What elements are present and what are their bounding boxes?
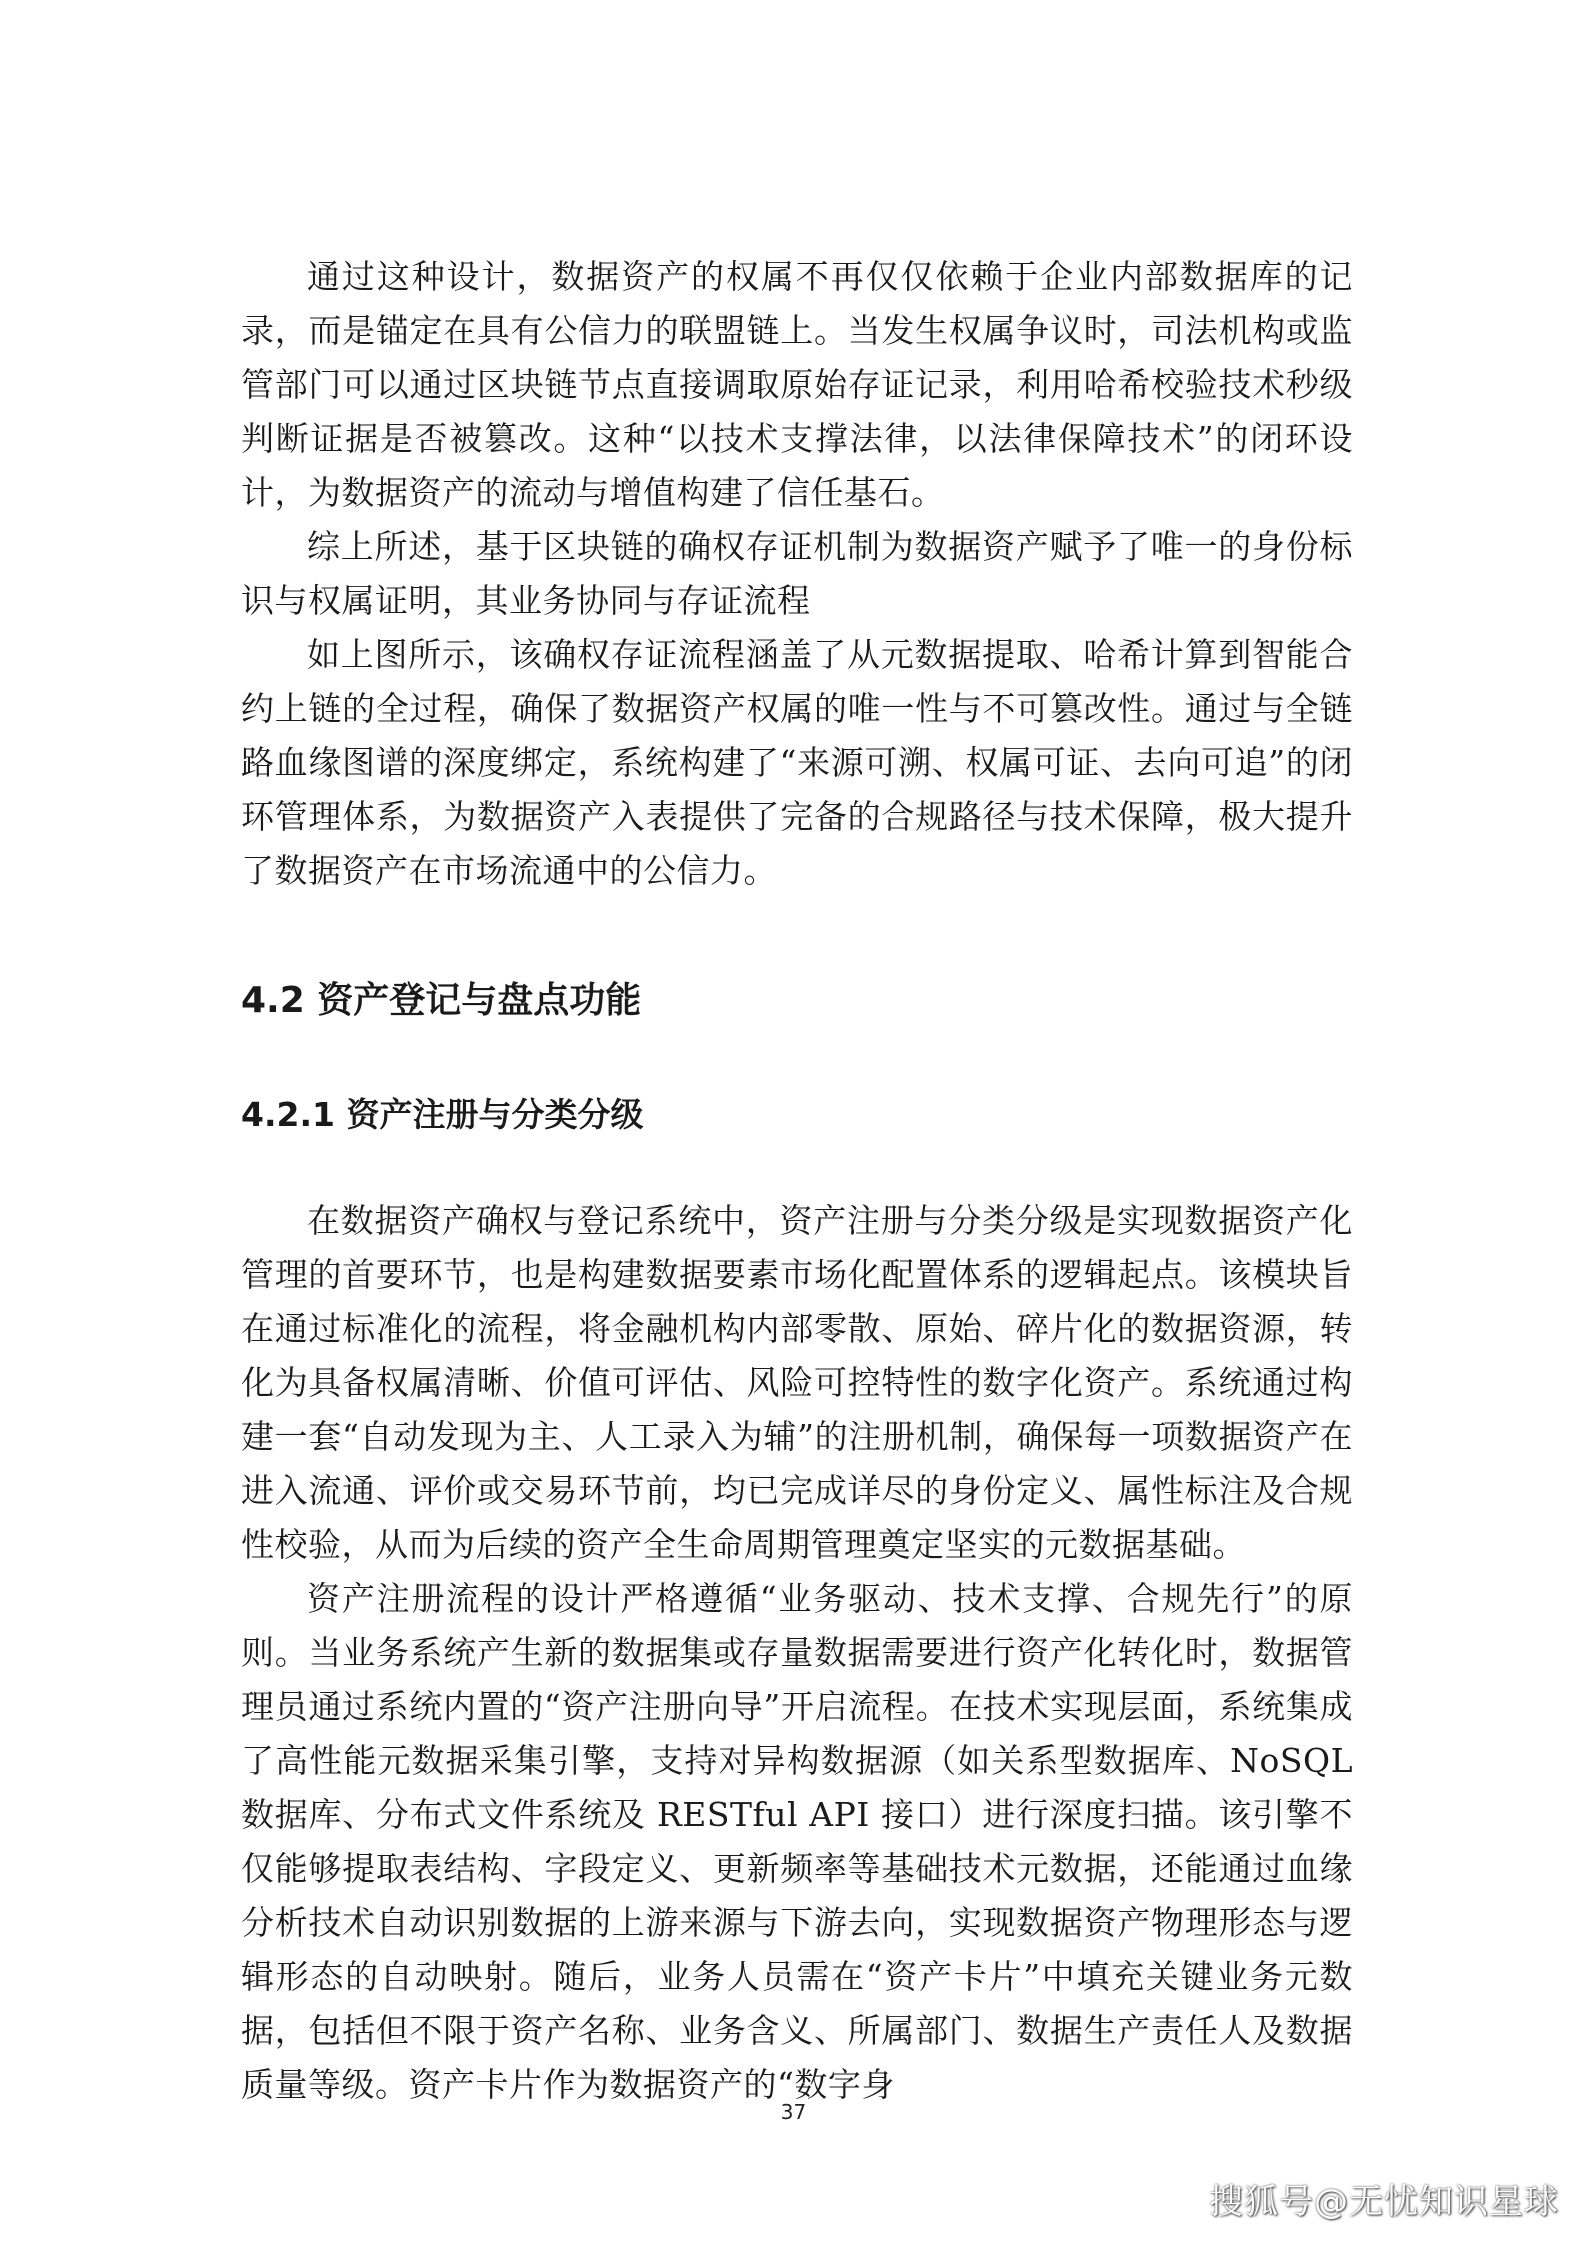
section-heading: 4.2 资产登记与盘点功能 [241, 980, 642, 1021]
paragraph: 在数据资产确权与登记系统中，资产注册与分类分级是实现数据资产化管理的首要环节，也是构建数据要素市场化配置体系的逻辑起点。该模块旨在通过标准化的流程，将金融机构内部零散、原始、碎片化的数据资源，转化为具备权属清晰、价值可评估、风险可控特性的数字化资产。系统通过构建一套“自动发现为主、人工录入为辅”的注册机制，确保每一项数据资产在进入流通、评价或交易环节前，均已完成详尽的身份定义、属性标注及合规性校验，从而为后续的资产全生命周期管理奠定坚实的元数据基础。 [241, 1201, 1353, 1564]
document-body [241, 250, 1353, 2112]
paragraph: 如上图所示，该确权存证流程涵盖了从元数据提取、哈希计算到智能合约上链的全过程，确保了数据资产权属的唯一性与不可篡改性。通过与全链路血缘图谱的深度绑定，系统构建了“来源可溯、权属可证、去向可追”的闭环管理体系，为数据资产入表提供了完备的合规路径与技术保障，极大提升了数据资产在市场流通中的公信力。 [241, 635, 1353, 890]
subsection-heading: 4.2.1 资产注册与分类分级 [241, 1095, 644, 1134]
paragraph: 资产注册流程的设计严格遵循“业务驱动、技术支撑、合规先行”的原则。当业务系统产生新的数据集或存量数据需要进行资产化转化时，数据管理员通过系统内置的“资产注册向导”开启流程。在技术实现层面，系统集成了高性能元数据采集引擎，支持对异构数据源（如关系型数据库、NoSQL 数据库、分布式文件系统及 RESTful API 接口）进行深度扫描。该引擎不仅能够提取表结构、字段定义、更新频率等基础技术元数据，还能通过血缘分析技术自动识别数据的上游来源与下游去向，实现数据资产物理形态与逻辑形态的自动映射。随后，业务人员需在“资产卡片”中填充关键业务元数据，包括但不限于资产名称、业务含义、所属部门、数据生产责任人及数据质量等级。资产卡片作为数据资产的“数字身 [241, 1579, 1353, 2104]
watermark: 搜狐号@无忧知识星球 [1209, 2182, 1559, 2222]
page-number: 37 [780, 2100, 807, 2124]
paragraph: 综上所述，基于区块链的确权存证机制为数据资产赋予了唯一的身份标识与权属证明，其业务协同与存证流程 [241, 527, 1353, 620]
paragraph: 通过这种设计，数据资产的权属不再仅仅依赖于企业内部数据库的记录，而是锚定在具有公信力的联盟链上。当发生权属争议时，司法机构或监管部门可以通过区块链节点直接调取原始存证记录，利用哈希校验技术秒级判断证据是否被篡改。这种“以技术支撑法律，以法律保障技术”的闭环设计，为数据资产的流动与增值构建了信任基石。 [241, 257, 1353, 512]
